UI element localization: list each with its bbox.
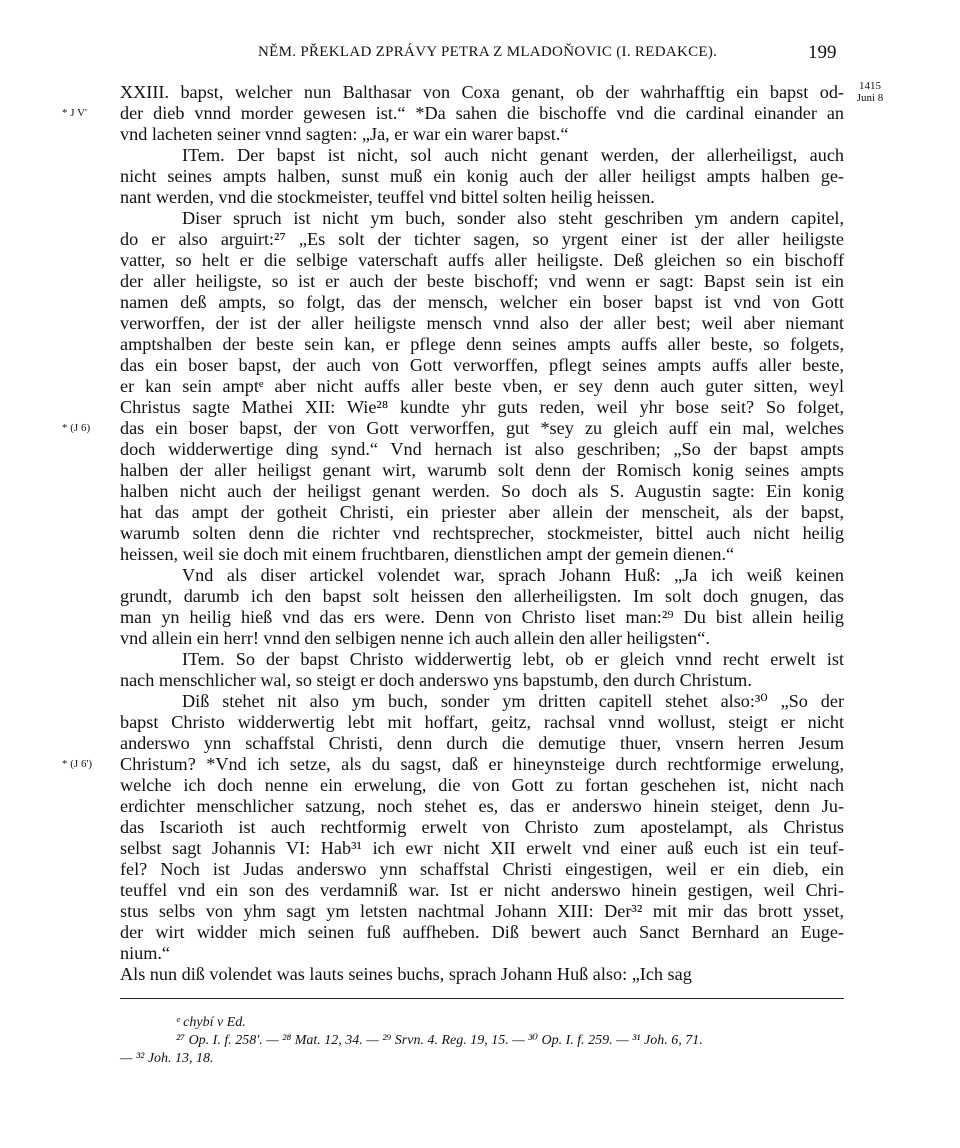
text-line: fel? Noch ist Judas anderswo ynn schaffstal Christi eingestigen, weil er ein dieb, ein (120, 859, 844, 879)
text-line: vnd lacheten seiner vnnd sagten: „Ja, er war ein warer bapst.“ (120, 124, 569, 144)
text-line: der aller heiligste, so ist er auch der beste bischoff; vnd wenn er sagt: Bapst sein ist ein (120, 271, 844, 291)
text-line: nach menschlicher wal, so steigt er doch anderswo yns bapstumb, den durch Christum. (120, 670, 752, 690)
text-line: halben der aller heiligst genant wirt, warumb solt denn der Romisch konig seines ampts (120, 460, 844, 480)
text-line: man yn heilig hieß vnd das ers were. Denn von Christo liset man:²⁹ Du bist allein heilig (120, 607, 844, 627)
text-line (120, 985, 844, 1006)
text-line: Vnd als diser artickel volendet war, sprach Johann Huß: „Ja ich weiß keinen (182, 565, 844, 585)
footnote-line: — ³² Joh. 13, 18. (120, 1051, 214, 1066)
text-line: Christum? *Vnd ich setze, als du sagst, daß er hineynsteige durch rechtformige erwelung, (120, 754, 844, 774)
running-head: NĚM. PŘEKLAD ZPRÁVY PETRA Z MLADOŇOVIC (I. REDAKCE). (258, 44, 718, 60)
text-line: das ein boser bapst, der auch von Gott verworffen, pflegt seines ampts auffs aller beste, (120, 355, 844, 375)
text-line: der dieb vnnd morder gewesen ist.“ *Da sahen die bischoffe vnd die cardinal einander an (120, 103, 844, 123)
text-line: welche ich doch nenne ein erwelung, die von Gott zu fortan geschehen ist, nicht nach (120, 775, 844, 795)
text-line: nicht seines ampts halben, sunst muß ein konig auch der aller heiligst ampts halben ge- (120, 166, 844, 186)
text-line: nium.“ (120, 943, 171, 963)
text-line: amptshalben der beste sein kan, er pflege denn seines ampts auffs aller beste, so folgets, (120, 334, 844, 354)
text-line: vatter, so helt er die selbige vaterschaft auffs aller heiligste. Deß gleichen so ein bischoff (120, 250, 844, 270)
text-line: namen deß ampts, so folgt, das der mensch, welcher ein boser bapst ist vnd von Gott (120, 292, 844, 312)
text-line: do er also arguirt:²⁷ „Es solt der tichter sagen, so yrgent einer ist der aller heiligste (120, 229, 844, 249)
text-line: der wirt widder mich seinen fuß auffheben. Diß bewert auch Sanct Bernhard an Euge- (120, 922, 844, 942)
page-number: 199 (808, 42, 837, 63)
text-line: bapst Christo widderwertig lebt mit hoffart, geitz, rachsal vnnd wollust, steigt er nicht (120, 712, 844, 732)
footnote-line: ²⁷ Op. I. f. 258'. — ²⁸ Mat. 12, 34. — ²⁹ Srvn. 4. Reg. 19, 15. — ³⁰ Op. I. f. 259. — ³¹ Joh. 6, 71. (176, 1033, 703, 1048)
footnote-separator (120, 998, 844, 999)
margin-year: 1415 (859, 80, 881, 92)
text-line: das ein boser bapst, der von Gott verworffen, gut *sey zu gleich auff ein mal, welches (120, 418, 844, 438)
text-line: XXIII. bapst, welcher nun Balthasar von Coxa genant, ob der wahrhafftig ein bapst od- (120, 82, 844, 102)
text-line: Diser spruch ist nicht ym buch, sonder also steht geschriben ym andern capitel, (182, 208, 844, 228)
margin-source-mark: * J V' (62, 107, 88, 119)
text-line: vnd allein ein herr! vnnd den selbigen nenne ich auch allein den aller heiligsten“. (120, 628, 710, 648)
text-line: selbst sagt Johannis VI: Hab³¹ ich ewr nicht XII erwelt vnd einer auß euch ist ein teuf- (120, 838, 844, 858)
text-line: halben nicht auch der heiligst genant werden. So doch als S. Augustin sagte: Ein konig (120, 481, 844, 501)
text-line: teuffel vnd ein son des verdamniß war. Ist er nicht anderswo hinein gestigen, weil Chri- (120, 880, 844, 900)
text-line: das Iscarioth ist auch rechtformig erwelt von Christo zum apostelampt, als Christus (120, 817, 844, 837)
footnotes (120, 1014, 844, 1068)
text-line: ITem. So der bapst Christo widderwertig lebt, ob er gleich vnnd recht erwelt ist (182, 649, 844, 669)
text-line: doch widderwertige ding synd.“ Vnd hernach ist also geschriben; „So der bapst ampts (120, 439, 844, 459)
text-line: Als nun diß volendet was lauts seines buchs, sprach Johann Huß also: „Ich sag (120, 964, 692, 984)
text-line: warumb solten denn die richter vnd rechtsprecher, stockmeister, bittel auch nicht heilig (120, 523, 844, 543)
text-line: nant werden, vnd die stockmeister, teuffel vnd bittel solten heilig heissen. (120, 187, 655, 207)
margin-source-mark: * (J 6') (62, 758, 93, 770)
text-line: verworffen, der ist der aller heiligste mensch vnnd also der aller best; weil aber niemant (120, 313, 844, 333)
text-line: heissen, weil sie doch mit einem fruchtbaren, dienstlichen ampt der gemein dienen.“ (120, 544, 735, 564)
text-line: Christus sagte Mathei XII: Wie²⁸ kundte yhr guts reden, weil yhr bose seit? So folget, (120, 397, 844, 417)
text-line: erdichter menschlicher satzung, noch stehet es, das er anderswo hinein steiget, denn Ju- (120, 796, 844, 816)
text-line: anderswo ynn schaffstal Christi, denn durch die demutige thuer, vnsern herren Jesum (120, 733, 844, 753)
margin-source-mark: * (J 6) (62, 422, 91, 434)
page-header (0, 42, 960, 66)
footnote-line: ᵉ chybí v Ed. (176, 1015, 246, 1030)
text-line: Diß stehet nit also ym buch, sonder ym dritten capitell stehet also:³⁰ „So der (182, 691, 844, 711)
body-text (120, 82, 844, 1006)
margin-date: Juni 8 (856, 92, 884, 104)
text-line: ITem. Der bapst ist nicht, sol auch nicht genant werden, der allerheiligst, auch (182, 145, 844, 165)
text-line: grundt, darumb ich den bapst solt heissen den allerheiligsten. Im solt doch gnugen, das (120, 586, 844, 606)
text-line: hat das ampt der gotheit Christi, ein priester aber allein der menscheit, als der bapst, (120, 502, 844, 522)
text-line: er kan sein amptᵉ aber nicht auffs aller beste vben, er sey denn auch guter sitten, weyl (120, 376, 844, 396)
text-line: stus selbs von yhm sagt ym letsten nachtmal Johann XIII: Der³² mit mir das brott ysset, (120, 901, 844, 921)
